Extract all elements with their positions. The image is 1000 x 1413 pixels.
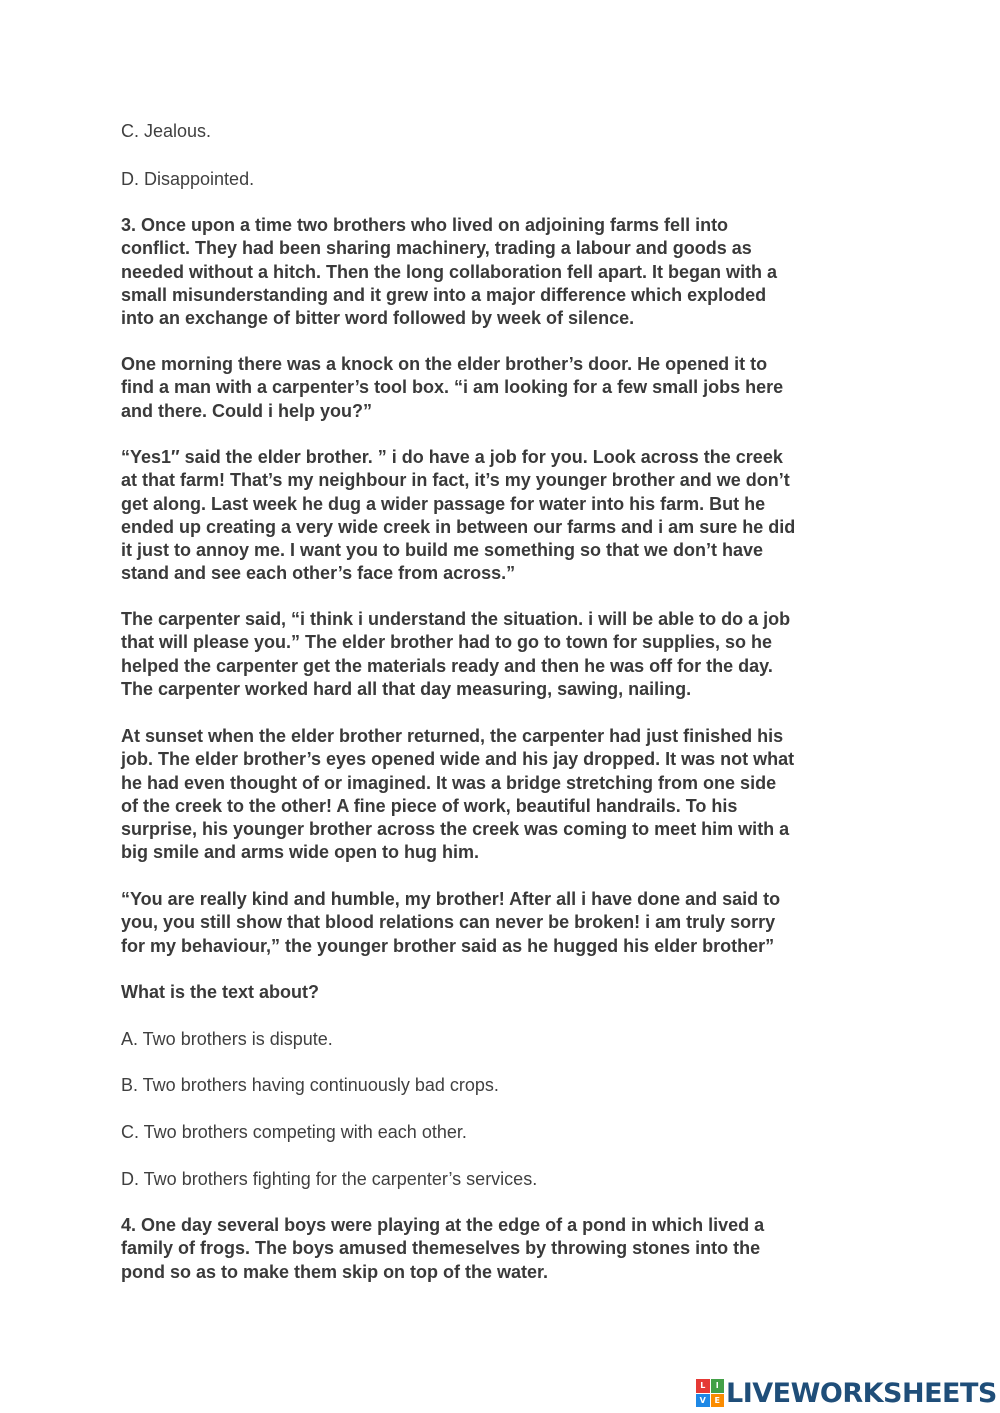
text-line: The carpenter worked hard all that day measuring, sawing, nailing. <box>121 678 692 699</box>
text-line: of the creek to the other! A fine piece of work, beautiful handrails. To his <box>121 795 738 816</box>
q3-option-c: C. Two brothers competing with each other. <box>121 1122 467 1142</box>
text-line: needed without a hitch. Then the long collaboration fell apart. It began with a <box>121 261 778 282</box>
text-line: get along. Last week he dug a wider passage for water into his farm. But he <box>121 493 766 514</box>
question-text: What is the text about? <box>121 982 319 1002</box>
q3-paragraph-6 <box>121 888 881 958</box>
text-line: into an exchange of bitter word followed by week of silence. <box>121 308 635 329</box>
text-line: helped the carpenter get the materials ready and then he was off for the day. <box>121 655 773 676</box>
q3-paragraph-1 <box>121 214 881 330</box>
logo-letter: V <box>696 1394 710 1408</box>
text-line: 3. Once upon a time two brothers who lived on adjoining farms fell into <box>121 215 729 235</box>
q3-option-d: D. Two brothers fighting for the carpenter’s services. <box>121 1169 538 1189</box>
q3-paragraph-3 <box>121 446 881 586</box>
q3-question <box>121 981 881 1004</box>
text-line: at that farm! That’s my neighbour in fact, it’s my younger brother and we don’t <box>121 470 790 491</box>
logo-letter: L <box>696 1379 710 1393</box>
q3-option-a: A. Two brothers is dispute. <box>121 1029 333 1049</box>
text-line: “Yes1″ said the elder brother. ” i do have a job for you. Look across the creek <box>121 447 783 467</box>
text-line: for my behaviour,” the younger brother said as he hugged his elder brother” <box>121 935 775 956</box>
text-line: find a man with a carpenter’s tool box. “i am looking for a few small jobs here <box>121 377 784 398</box>
q3-paragraph-5 <box>121 725 881 865</box>
text-line: surprise, his younger brother across the creek was coming to meet him with a <box>121 819 790 840</box>
text-line: job. The elder brother’s eyes opened wide and his jay dropped. It was not what <box>121 749 795 770</box>
text-line: 4. One day several boys were playing at the edge of a pond in which lived a <box>121 1215 765 1235</box>
text-line: pond so as to make them skip on top of the water. <box>121 1261 549 1282</box>
text-line: you, you still show that blood relations can never be broken! i am truly sorry <box>121 912 776 933</box>
logo-letter: E <box>711 1394 725 1408</box>
text-line: family of frogs. The boys amused themeselves by throwing stones into the <box>121 1238 761 1259</box>
text-line: big smile and arms wide open to hug him. <box>121 842 480 863</box>
text-line: ended up creating a very wide creek in between our farms and i am sure he did <box>121 516 796 537</box>
q3-option-b: B. Two brothers having continuously bad crops. <box>121 1075 499 1095</box>
text-line: stand and see each other’s face from across.” <box>121 563 516 584</box>
text-line: it just to annoy me. I want you to build me something so that we don’t have <box>121 540 764 561</box>
text-line: and there. Could i help you?” <box>121 400 373 421</box>
text-line: that will please you.” The elder brother had to go to town for supplies, so he <box>121 632 773 653</box>
q4-paragraph <box>121 1214 881 1284</box>
q3-paragraph-2 <box>121 353 881 423</box>
option-c: C. Jealous. <box>121 121 212 141</box>
brand-name: LIVEWORKSHEETS <box>726 1377 997 1409</box>
liveworksheets-logo-icon <box>696 1379 724 1407</box>
text-line: At sunset when the elder brother returned, the carpenter had just finished his <box>121 726 784 746</box>
q3-paragraph-4 <box>121 608 881 701</box>
liveworksheets-brand <box>696 1377 997 1409</box>
text-line: The carpenter said, “i think i understand the situation. i will be able to do a job <box>121 609 791 629</box>
text-line: small misunderstanding and it grew into a major difference which exploded <box>121 284 767 305</box>
logo-letter: I <box>711 1379 725 1393</box>
text-line: he had even thought of or imagined. It was a bridge stretching from one side <box>121 772 777 793</box>
text-line: conflict. They had been sharing machinery, trading a labour and goods as <box>121 238 752 259</box>
option-d: D. Disappointed. <box>121 169 255 189</box>
text-line: One morning there was a knock on the elder brother’s door. He opened it to <box>121 354 768 374</box>
text-line: “You are really kind and humble, my brother! After all i have done and said to <box>121 889 781 909</box>
